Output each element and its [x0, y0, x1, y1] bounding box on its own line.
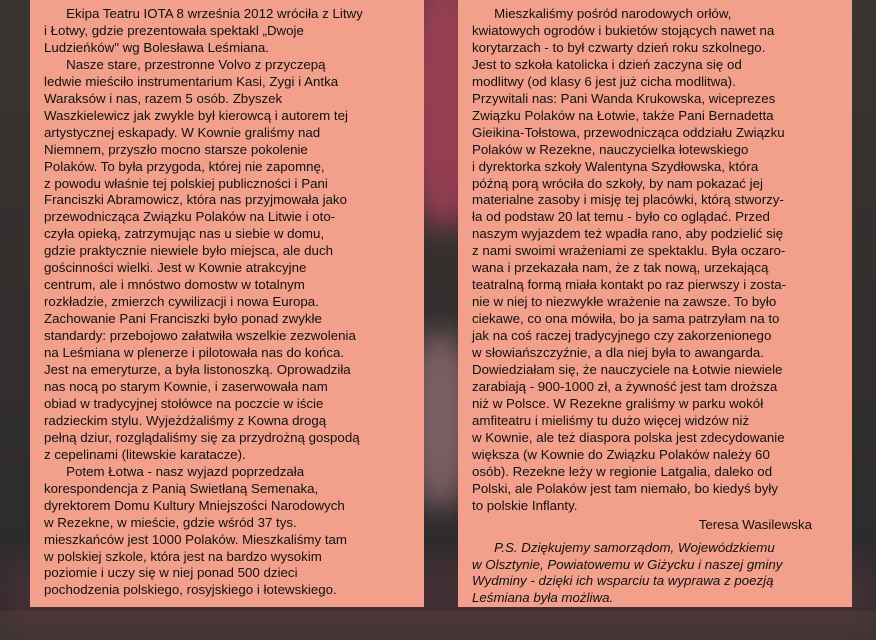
left-text-line: Zachowanie Pani Franciszki było ponad zwykłe	[44, 311, 322, 327]
ps-text-line: Leśmiana była możliwa.	[472, 590, 614, 606]
left-text-line: Waszkielewicz jak zwykle był kierowcą i autorem tej	[44, 107, 348, 123]
left-text-line: ledwie mieściło instrumentarium Kasi, Zygi i Antka	[44, 73, 339, 89]
left-text-line: nas nocą po starym Kownie, i zaserwowała nam	[44, 378, 328, 394]
right-text-line: ła od podstaw 20 lat temu - było co oglądać. Przed	[472, 209, 770, 225]
right-text-line: jak na coś raczej tradycyjnego czy zakorzenionego	[472, 328, 772, 344]
left-text-line: Nasze stare, przestronne Volvo z przyczepą	[44, 56, 326, 72]
right-text-line: w słowiańszczyźnie, a dla niej była to awangarda.	[472, 345, 764, 361]
right-text-line: kwiatowych ogrodów i bukietów stojących nawet na	[472, 22, 775, 38]
left-text-line: z powodu właśnie tej polskiej publiczności i Pani	[44, 175, 328, 191]
ps-text-line: P.S. Dziękujemy samorządom, Wojewódzkiemu	[472, 539, 775, 555]
right-text-line: większa (w Kownie do Związku Polaków należy 60	[472, 446, 770, 462]
left-text-line: obiad w tradycyjnej stołówce na poczcie w iście	[44, 395, 324, 411]
left-text-line: pełną dziur, rozglądaliśmy się za przydrożną gospodą	[44, 429, 360, 445]
right-text-line: wana i przekazała nam, że z tak nową, urzekającą	[472, 260, 769, 276]
left-text-line: mieszkańców jest 1000 Polaków. Mieszkaliśmy tam	[44, 531, 347, 547]
ps-text-line: Wydminy - dzięki ich wsparciu ta wyprawa z poezją	[472, 573, 774, 589]
left-text-line: Potem Łotwa - nasz wyjazd poprzedzała	[44, 463, 305, 479]
right-text-line: Przywitali nas: Pani Wanda Krukowska, wiceprezes	[472, 90, 776, 106]
right-text-line: osób). Rezekne leży w regionie Latgalia, daleko od	[472, 463, 773, 479]
left-text-line: rozkładzie, zmierzch cywilizacji i nowa Europa.	[44, 294, 319, 310]
right-text-line: ciekawe, co ona mówiła, bo ja sama patrzyłam na to	[472, 311, 780, 327]
left-text-column	[30, 0, 424, 607]
right-text-line: nie w niej to niezwykłe wrażenie na zawsze. To było	[472, 294, 777, 310]
left-text-line: Waraksów i nas, razem 5 osób. Zbyszek	[44, 90, 283, 106]
right-text-line: Polski, ale Polaków jest tam niemało, bo kiedyś były	[472, 480, 778, 496]
left-text-line: Franciszki Abramowicz, która nas przyjmowała jako	[44, 192, 347, 208]
left-text-line: Niemnem, przyszło mocno starsze pokolenie	[44, 141, 308, 157]
right-text-line: Jest to szkoła katolicka i dzień zaczyna się od	[472, 56, 742, 72]
right-text-line: to polskie Inflanty.	[472, 497, 578, 513]
right-text-column	[458, 0, 852, 607]
left-text-line: przewodnicząca Związku Polaków na Litwie i oto-	[44, 209, 336, 225]
author-signature: Teresa Wasilewska	[698, 516, 812, 532]
right-text-line: późną porą wróciła do szkoły, by nam pokazać jej	[472, 175, 763, 191]
right-text-line: Polaków w Rezekne, nauczycielka łotewskiego	[472, 141, 749, 157]
left-text-line: Ludzieńków" wg Bolesława Leśmiana.	[44, 39, 269, 55]
left-text-line: gościnności wielki. Jest w Kownie atrakcyjne	[44, 260, 307, 276]
ps-text-line: w Olsztynie, Powiatowemu w Giżycku i naszej gminy	[472, 556, 783, 572]
right-text-line: z nami swoimi wrażeniami ze spektaklu. Była oczaro-	[472, 243, 786, 259]
left-text-line: dyrektorem Domu Kultury Mniejszości Narodowych	[44, 497, 345, 513]
left-text-line: i Łotwy, gdzie prezentowała spektakl „Dwoje	[44, 22, 304, 38]
right-text-line: korytarzach - to był czwarty dzień roku szkolnego.	[472, 39, 766, 55]
right-text-line: Gieikina-Tołstowa, przewodnicząca oddziału Związku	[472, 124, 785, 140]
postscript-text	[472, 540, 848, 608]
right-text-line: Dowiedziałam się, że nauczyciele na Łotwie niewiele	[472, 362, 783, 378]
right-text-line: amfiteatru i mieliśmy tu dużo więcej widzów niż	[472, 412, 750, 428]
left-text-line: Jest na emeryturze, a była listonoszką. Oprowadziła	[44, 362, 351, 378]
left-text-line: korespondencja z Panią Swietłaną Semenaka,	[44, 480, 319, 496]
left-text-line: gdzie praktycznie niewiele było miejsca, ale duch	[44, 243, 333, 259]
left-text-line: Ekipa Teatru IOTA 8 września 2012 wróciła z Litwy	[44, 6, 363, 21]
left-text-line: Polaków. To była przygoda, której nie zapomnę,	[44, 158, 325, 174]
left-text-line: artystycznej eskapady. W Kownie graliśmy nad	[44, 124, 321, 140]
right-text-line: zarabiają - 900-1000 zł, a żywność jest tam droższa	[472, 378, 778, 394]
left-text-line: radzieckim stylu. Wyjeżdżaliśmy z Kowna drogą	[44, 412, 327, 428]
left-text-line: centrum, ale i mnóstwo domostw w totalnym	[44, 277, 305, 293]
left-text-line: w polskiej szkole, która jest na bardzo wysokim	[44, 548, 322, 564]
right-text-line: teatralną formą miała kontakt po raz pierwszy i zosta-	[472, 277, 787, 293]
right-text-line: niż w Polsce. W Rezekne graliśmy w parku wokół	[472, 395, 764, 411]
left-text-line: na Leśmiana w plenerze i pilotowała nas do końca.	[44, 345, 345, 361]
left-text-line: w Rezekne, w mieście, gdzie wśród 37 tys.	[44, 514, 297, 530]
right-text-line: modlitwy (od klasy 6 jest już cicha modlitwa).	[472, 73, 736, 89]
left-text-line: z cepelinami (litewskie karatacze).	[44, 446, 246, 462]
right-text-line: Mieszkaliśmy pośród narodowych orłów,	[472, 6, 732, 21]
right-article-text	[472, 6, 848, 515]
right-text-line: w Kownie, ale też diaspora polska jest zdecydowanie	[472, 429, 785, 445]
left-text-line: czyła opieką, zatrzymując nas u siebie w domu,	[44, 226, 325, 242]
left-text-line: standardy: przebojowo załatwiła wszelkie zezwolenia	[44, 328, 356, 344]
right-text-line: naszym wyjazdem też wpadła rano, aby podzielić się	[472, 226, 784, 242]
right-text-line: i dyrektorka szkoły Walentyna Szydłowska, która	[472, 158, 759, 174]
right-text-line: materialne zasoby i misję tej placówki, którą stworzy-	[472, 192, 784, 208]
left-text-line: pochodzenia polskiego, rosyjskiego i łotewskiego.	[44, 582, 337, 598]
right-text-line: Związku Polaków na Łotwie, także Pani Bernadetta	[472, 107, 774, 123]
left-text-line: poziomie i uczy się w niej ponad 500 dzieci	[44, 565, 298, 581]
left-article-text	[44, 6, 420, 599]
